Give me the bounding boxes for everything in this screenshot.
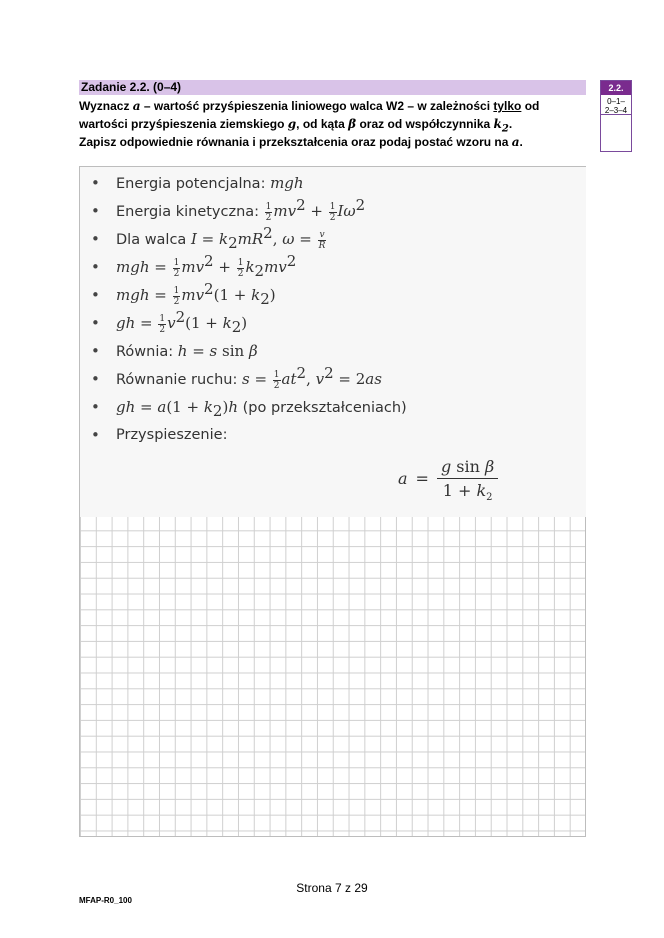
list-item: • Równanie ruchu: s = $\frac{1}{2}$ $at^2$, $v^2 = 2as$	[80, 365, 586, 393]
list-item: • Równia: h = s sin β	[80, 337, 586, 365]
score-box	[600, 80, 632, 152]
list-item: • Energia kinetyczna: $\frac{1}{2}$ $mv^2$ + $\frac{1}{2}$ $I\omega^2$	[80, 197, 586, 225]
solution-list	[80, 169, 586, 449]
task-header: Zadanie 2.2. (0–4)	[79, 80, 586, 95]
score-box-title: 2.2.	[601, 81, 631, 95]
task-instructions	[79, 97, 589, 151]
list-item: • Dla walca $I = k_2mR^2$, ω = $\frac{v}{R}$	[80, 225, 586, 253]
list-item: • Przyspieszenie:	[80, 421, 586, 449]
solution-panel	[80, 167, 586, 517]
list-item: • Energia potencjalna: mgh	[80, 169, 586, 197]
score-entry-cell[interactable]	[601, 115, 631, 151]
exam-code: MFAP-R0_100	[79, 896, 132, 905]
list-item: • gh = $\frac{1}{2}$ $v^2(1 + k_2)$	[80, 309, 586, 337]
final-formula: a = $\frac{\text{g sin β}}{1 + k_2}$	[398, 457, 498, 500]
task-line-1: Wyznacz a – wartość przyśpieszenia liniowego walca W2 – w zależności tylko od	[79, 99, 540, 113]
list-item: • mgh = $\frac{1}{2}$ $mv^2$ + $\frac{1}{2}$ $k_2mv^2$	[80, 253, 586, 281]
emphasis-tylko: tylko	[493, 99, 522, 113]
task-line-3: Zapisz odpowiednie równania i przekształcenia oraz podaj postać wzoru na a.	[79, 135, 523, 149]
list-item: • mgh = $\frac{1}{2}$ $mv^2(1 + k_2)$	[80, 281, 586, 309]
list-item: • gh = $a(1 + k_2)h$ (po przekształceniach)	[80, 393, 586, 421]
task-line-2: wartości przyśpieszenia ziemskiego g, od kąta β oraz od współczynnika $k_2$.	[79, 117, 513, 135]
score-box-points: 0–1– 2–3–4	[601, 95, 631, 115]
page-number: Strona 7 z 29	[296, 881, 368, 895]
